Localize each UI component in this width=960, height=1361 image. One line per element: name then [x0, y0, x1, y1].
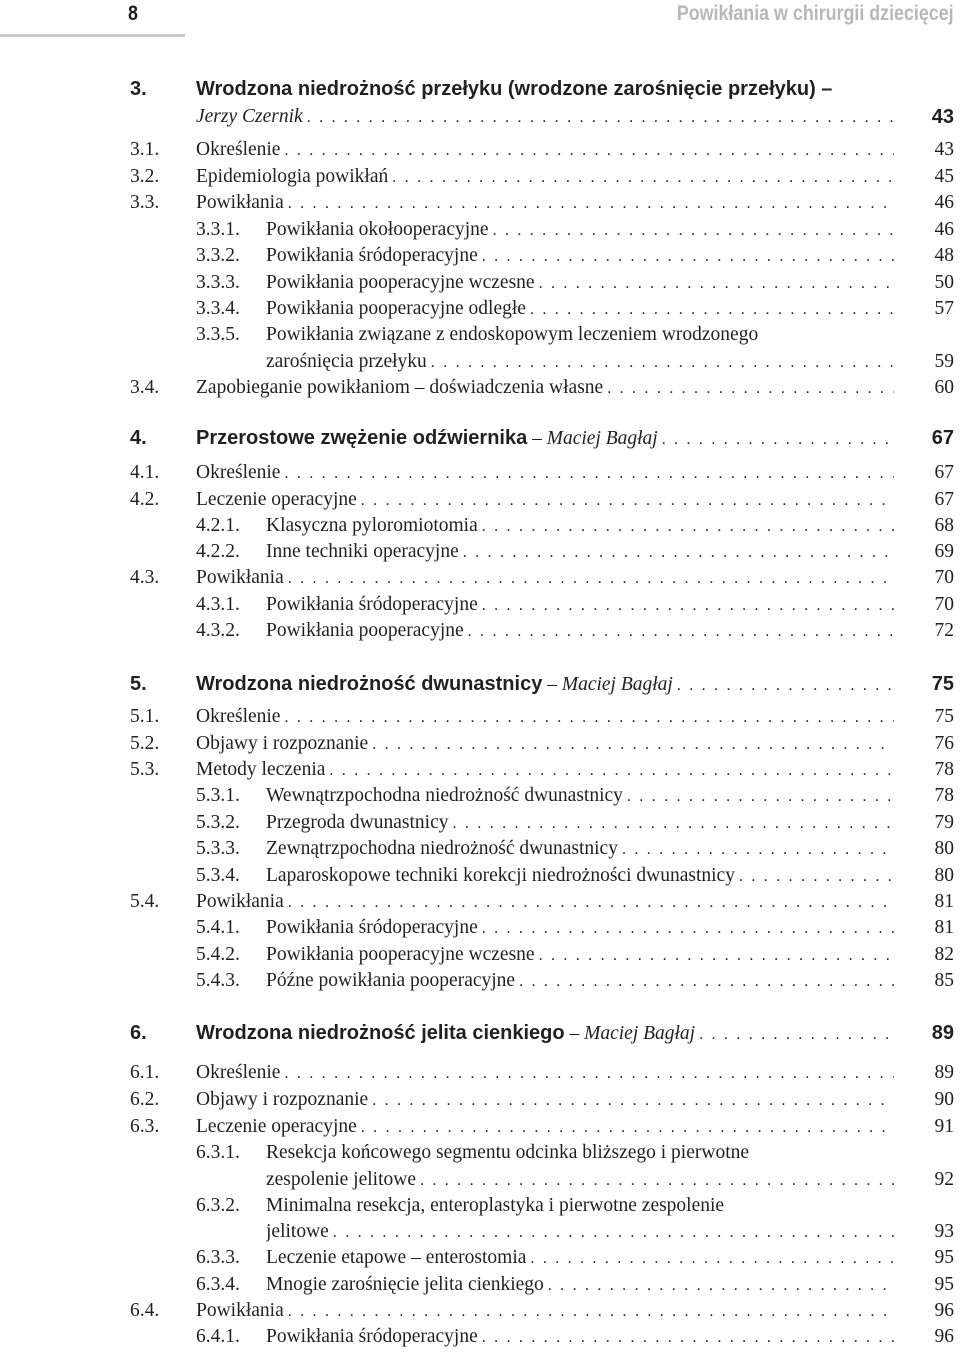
toc-entry-text [266, 968, 894, 995]
toc-page-number: 70 [934, 567, 954, 588]
toc-entry-text [266, 1219, 894, 1246]
toc-entry-text [196, 190, 894, 217]
toc-entry-row [0, 704, 960, 730]
toc-entry-title: Przerostowe zwężenie odźwiernika [196, 427, 528, 449]
leader-dots [288, 890, 894, 916]
toc-entry-title: Powikłania [196, 567, 284, 588]
leader-dots [677, 673, 894, 699]
toc-entry-number: 6.3.2. [196, 1195, 240, 1216]
toc-page-number: 46 [934, 192, 954, 213]
toc-entry-row [0, 618, 960, 644]
toc-entry-number: 5.3.3. [196, 838, 240, 859]
leader-dots [482, 1325, 894, 1351]
toc-entry-row [0, 539, 960, 565]
toc-entry-text [266, 863, 894, 890]
toc-entry-text [266, 836, 894, 863]
leader-dots [607, 376, 894, 402]
toc-page-number: 80 [934, 838, 954, 859]
toc-entry-row [0, 942, 960, 968]
toc-page-number: 81 [934, 891, 954, 912]
toc-entry-title: Leczenie operacyjne [196, 489, 357, 510]
toc-entry-title: Późne powikłania pooperacyjne [266, 970, 516, 991]
toc-entry-row [0, 164, 960, 190]
toc-entry-row [0, 513, 960, 539]
toc-page-number: 43 [931, 106, 954, 128]
toc-page-number: 60 [934, 377, 954, 398]
toc-entry-text [196, 565, 894, 592]
toc-entry-text [196, 137, 894, 164]
toc-entry-row [0, 1114, 960, 1140]
leader-dots [284, 461, 894, 487]
toc-entry-title: Powikłania [196, 891, 284, 912]
toc-entry-row [0, 270, 960, 296]
leader-dots [539, 943, 894, 969]
toc-entry-title: Objawy i rozpoznanie [196, 733, 369, 754]
toc-page-number: 59 [934, 351, 954, 372]
toc-entry-number: 4.2.2. [196, 541, 240, 562]
leader-dots [288, 1299, 894, 1325]
toc-entry-number: 4.2.1. [196, 515, 240, 536]
toc-entry-text [266, 942, 894, 969]
toc-entry-text [266, 243, 894, 270]
toc-entry-text [196, 375, 894, 402]
toc-entry-row [0, 1087, 960, 1113]
toc-entry-title: Powikłania pooperacyjne odległe [266, 298, 526, 319]
toc-entry-title: Określenie [196, 1062, 281, 1083]
toc-entry-row [0, 1167, 960, 1193]
toc-entry-number: 5.4.1. [196, 917, 240, 938]
toc-page-number: 91 [934, 1116, 954, 1137]
toc-entry-title: Powikłania [196, 1300, 284, 1321]
leader-dots [482, 514, 894, 540]
toc-entry-row [0, 968, 960, 994]
toc-entry-number: 5.3.2. [196, 812, 240, 833]
leader-dots [420, 1168, 894, 1194]
toc-entry-row [0, 731, 960, 757]
toc-entry-text [266, 1245, 894, 1272]
running-title: Powikłania w chirurgii dziecięcej [677, 2, 954, 25]
toc-page-number: 89 [931, 1022, 954, 1044]
toc-entry-title: Powikłania związane z endoskopowym leczeniem wrodzonego [266, 324, 759, 345]
toc-entry-number: 6.3.1. [196, 1142, 240, 1163]
toc-entry-row [0, 1324, 960, 1350]
toc-entry-author: Maciej Bagłaj [546, 428, 658, 449]
toc-entry-text [266, 513, 894, 540]
toc-entry-number: 6.2. [130, 1089, 160, 1110]
toc-entry-text [266, 592, 894, 619]
toc-entry-row [0, 190, 960, 216]
toc-entry-row [0, 243, 960, 269]
toc-entry-number: 3.2. [130, 166, 160, 187]
toc-page-number: 92 [934, 1169, 954, 1190]
toc-entry-text [266, 1167, 894, 1194]
toc-entry-author: Maciej Bagłaj [584, 1023, 696, 1044]
toc-entry-title: Powikłania pooperacyjne wczesne [266, 272, 535, 293]
toc-entry-text [266, 296, 894, 323]
toc-entry-title: Wewnątrzpochodna niedrożność dwunastnicy [266, 785, 623, 806]
toc-entry-row [0, 836, 960, 862]
toc-page-number: 79 [934, 812, 954, 833]
leader-dots [539, 271, 894, 297]
toc-entry-number: 5.1. [130, 706, 160, 727]
leader-dots [333, 1220, 894, 1246]
toc-page-number: 81 [934, 917, 954, 938]
toc-entry-number: 4.3.2. [196, 620, 240, 641]
toc-entry-author: Maciej Bagłaj [561, 674, 673, 695]
toc-entry-number: 6.4.1. [196, 1326, 240, 1347]
toc-page-number: 96 [934, 1300, 954, 1321]
toc-entry-row [0, 592, 960, 618]
toc-entry-number: 3.3.5. [196, 324, 240, 345]
toc-entry-title: jelitowe [266, 1221, 329, 1242]
toc-page-number: 43 [934, 139, 954, 160]
toc-entry-title: Minimalna resekcja, enteroplastyka i pierwotne zespolenie [266, 1195, 725, 1216]
toc-entry-title: zarośnięcia przełyku [266, 351, 427, 372]
toc-page-number: 68 [934, 515, 954, 536]
toc-entry-title: Zewnątrzpochodna niedrożność dwunastnicy [266, 838, 618, 859]
leader-dots [284, 1061, 894, 1087]
toc-entry-title: Resekcja końcowego segmentu odcinka bliższego i pierwotne [266, 1142, 750, 1163]
toc-chapter-row [0, 1020, 960, 1046]
toc-entry-number: 4.3.1. [196, 594, 240, 615]
leader-dots [392, 165, 894, 191]
toc-entry-row [0, 1245, 960, 1271]
toc-entry-text [266, 322, 762, 348]
toc-entry-number: 5.3. [130, 759, 160, 780]
toc-entry-number: 5.2. [130, 733, 160, 754]
toc-entry-number: 6.1. [130, 1062, 160, 1083]
toc-entry-row [0, 863, 960, 889]
toc-page-number: 48 [934, 245, 954, 266]
toc-entry-text [266, 1140, 753, 1166]
toc-entry-title: Klasyczna pyloromiotomia [266, 515, 478, 536]
toc-entry-title: Leczenie etapowe – enterostomia [266, 1247, 527, 1268]
toc-entry-row [0, 1193, 960, 1219]
toc-entry-row [0, 487, 960, 513]
toc-entry-title: Wrodzona niedrożność przełyku (wrodzone zarośnięcie przełyku) – [196, 78, 833, 100]
toc-entry-number: 5.4.2. [196, 944, 240, 965]
toc-entry-number: 5. [130, 673, 147, 695]
toc-entry-row [0, 757, 960, 783]
toc-entry-number: 6.3. [130, 1116, 160, 1137]
toc-page-number: 80 [934, 865, 954, 886]
toc-entry-text [196, 76, 836, 103]
leader-dots [361, 1115, 894, 1141]
toc-entry-number: 6.3.4. [196, 1274, 240, 1295]
toc-entry-title: Wrodzona niedrożność dwunastnicy [196, 673, 543, 695]
toc-entry-title: Leczenie operacyjne [196, 1116, 357, 1137]
toc-entry-title: Powikłania pooperacyjne wczesne [266, 944, 535, 965]
toc-entry-row [0, 349, 960, 375]
toc-entry-number: 5.4. [130, 891, 160, 912]
toc-entry-title: Objawy i rozpoznanie [196, 1089, 369, 1110]
toc-entry-text [266, 270, 894, 297]
leader-dots [361, 488, 894, 514]
toc-entry-row [0, 296, 960, 322]
toc-page-number: 75 [934, 706, 954, 727]
toc-page-number: 45 [934, 166, 954, 187]
toc-entry-row [0, 1219, 960, 1245]
toc-entry-text [196, 1087, 894, 1114]
toc-entry-text [266, 1193, 728, 1219]
toc-page-number: 95 [934, 1274, 954, 1295]
toc-entry-text: Wrodzona niedrożność dwunastnicy – Maciej Bagłaj . . . [196, 671, 894, 699]
toc-entry-row [0, 137, 960, 163]
leader-dots [482, 593, 894, 619]
leader-dots [372, 732, 894, 758]
toc-page-number: 95 [934, 1247, 954, 1268]
toc-entry-text [196, 889, 894, 916]
toc-entry-title: Powikłania pooperacyjne [266, 620, 464, 641]
leader-dots [530, 1246, 894, 1272]
toc-entry-text [266, 810, 894, 837]
leader-dots [482, 244, 894, 270]
toc-entry-title: Powikłania śródoperacyjne [266, 1326, 478, 1347]
toc-page-number: 93 [934, 1221, 954, 1242]
toc-entry-title: Zapobieganie powikłaniom – doświadczenia własne [196, 377, 604, 398]
toc-entry-title: Przegroda dwunastnicy [266, 812, 449, 833]
toc-page-number: 75 [931, 673, 954, 695]
toc-entry-text [266, 1324, 894, 1351]
toc-entry-row [0, 889, 960, 915]
leader-dots [548, 1273, 894, 1299]
toc-page-number: 67 [931, 427, 954, 449]
toc-entry-text [196, 487, 894, 514]
toc-page-number: 78 [934, 785, 954, 806]
leader-dots [622, 837, 894, 863]
leader-dots [284, 705, 894, 731]
toc-entry-text [196, 731, 894, 758]
toc-entry-title: Powikłania [196, 192, 284, 213]
leader-dots [372, 1088, 894, 1114]
toc-entry-number: 3.3. [130, 192, 160, 213]
toc-entry-number: 5.4.3. [196, 970, 240, 991]
toc-entry-text [196, 1114, 894, 1141]
toc-entry-row [0, 217, 960, 243]
toc-page-number: 67 [934, 489, 954, 510]
leader-dots [493, 218, 894, 244]
toc-entry-title: Określenie [196, 139, 281, 160]
leader-dots [453, 811, 895, 837]
toc-entry-row [0, 104, 960, 130]
toc-entry-row [0, 1060, 960, 1086]
toc-page-number: 96 [934, 1326, 954, 1347]
leader-dots [307, 105, 894, 131]
toc-entry-number: 3.4. [130, 377, 160, 398]
toc-entry-row [0, 1272, 960, 1298]
leader-dots [519, 969, 894, 995]
leader-dots [468, 619, 894, 645]
toc-page-number: 72 [934, 620, 954, 641]
toc-entry-text [266, 915, 894, 942]
leader-dots [288, 566, 894, 592]
toc-entry-text [196, 164, 894, 191]
toc-entry-number: 6.4. [130, 1300, 160, 1321]
toc-entry-number: 5.3.1. [196, 785, 240, 806]
toc-entry-title: Powikłania śródoperacyjne [266, 594, 478, 615]
toc-entry-number: 3.3.2. [196, 245, 240, 266]
leader-dots [463, 540, 894, 566]
toc-entry-number: 3.3.1. [196, 219, 240, 240]
toc-entry-row [0, 375, 960, 401]
toc-entry-number: 4. [130, 427, 147, 449]
leader-dots [482, 916, 894, 942]
toc-entry-text [266, 349, 894, 376]
toc-entry-title: Epidemiologia powikłań [196, 166, 389, 187]
toc-entry-text [266, 539, 894, 566]
toc-entry-row [0, 460, 960, 486]
leader-dots [431, 350, 894, 376]
toc-entry-text [196, 104, 894, 131]
toc-entry-number: 6.3.3. [196, 1247, 240, 1268]
toc-entry-row [0, 322, 960, 348]
toc-entry-title: Powikłania śródoperacyjne [266, 917, 478, 938]
toc-page-number: 50 [934, 272, 954, 293]
leader-dots [627, 784, 894, 810]
toc-entry-row [0, 783, 960, 809]
toc-page-number: 85 [934, 970, 954, 991]
toc-entry-number: 6. [130, 1022, 147, 1044]
toc-entry-row [0, 565, 960, 591]
toc-entry-number: 4.2. [130, 489, 160, 510]
toc-entry-title: Laparoskopowe techniki korekcji niedrożności dwunastnicy [266, 865, 735, 886]
toc-entry-title: Jerzy Czernik [196, 106, 303, 127]
toc-entry-title: Określenie [196, 706, 281, 727]
toc-entry-title: Metody leczenia [196, 759, 326, 780]
toc-entry-row [0, 1140, 960, 1166]
toc-entry-text [266, 1272, 894, 1299]
toc-entry-number: 3.3.4. [196, 298, 240, 319]
toc-entry-text [196, 460, 894, 487]
toc-page-number: 78 [934, 759, 954, 780]
toc-entry-text [196, 1060, 894, 1087]
toc-page-number: 46 [934, 219, 954, 240]
toc-page-number: 82 [934, 944, 954, 965]
leader-dots [699, 1022, 894, 1048]
leader-dots [739, 864, 894, 890]
toc-page-number: 70 [934, 594, 954, 615]
toc-entry-row [0, 915, 960, 941]
toc-chapter-row [0, 76, 960, 102]
toc-entry-text [266, 618, 894, 645]
toc-entry-text [266, 783, 894, 810]
leader-dots [530, 297, 894, 323]
toc-entry-row [0, 1298, 960, 1324]
toc-chapter-row [0, 425, 960, 451]
toc-entry-number: 3.1. [130, 139, 160, 160]
leader-dots [329, 758, 894, 784]
leader-dots [288, 191, 894, 217]
leader-dots [662, 427, 894, 453]
toc-page-number: 90 [934, 1089, 954, 1110]
toc-entry-number: 5.3.4. [196, 865, 240, 886]
toc-entry-number: 4.3. [130, 567, 160, 588]
toc-entry-text: Przerostowe zwężenie odźwiernika – Maciej Bagłaj . . . [196, 425, 894, 453]
toc-entry-text [196, 757, 894, 784]
toc-entry-title: Powikłania okołooperacyjne [266, 219, 489, 240]
leader-dots [284, 138, 894, 164]
page-number: 8 [128, 2, 138, 25]
toc-page-number: 69 [934, 541, 954, 562]
toc-page-number: 89 [934, 1062, 954, 1083]
toc-entry-text [266, 217, 894, 244]
toc-entry-title: Mnogie zarośnięcie jelita cienkiego [266, 1274, 544, 1295]
toc-entry-number: 3.3.3. [196, 272, 240, 293]
toc-entry-text: Wrodzona niedrożność jelita cienkiego – Maciej Bagłaj . . . [196, 1020, 894, 1048]
toc-entry-row [0, 810, 960, 836]
toc-page-number: 67 [934, 462, 954, 483]
toc-entry-title: zespolenie jelitowe [266, 1169, 416, 1190]
toc-entry-title: Powikłania śródoperacyjne [266, 245, 478, 266]
toc-entry-title: Wrodzona niedrożność jelita cienkiego [196, 1022, 565, 1044]
toc-page-number: 57 [934, 298, 954, 319]
toc-entry-number: 4.1. [130, 462, 160, 483]
toc-entry-number: 3. [130, 78, 147, 100]
toc-entry-title: Inne techniki operacyjne [266, 541, 459, 562]
toc-chapter-row [0, 671, 960, 697]
toc-entry-title: Określenie [196, 462, 281, 483]
toc-entry-text [196, 1298, 894, 1325]
toc-entry-text [196, 704, 894, 731]
toc-page-number: 76 [934, 733, 954, 754]
